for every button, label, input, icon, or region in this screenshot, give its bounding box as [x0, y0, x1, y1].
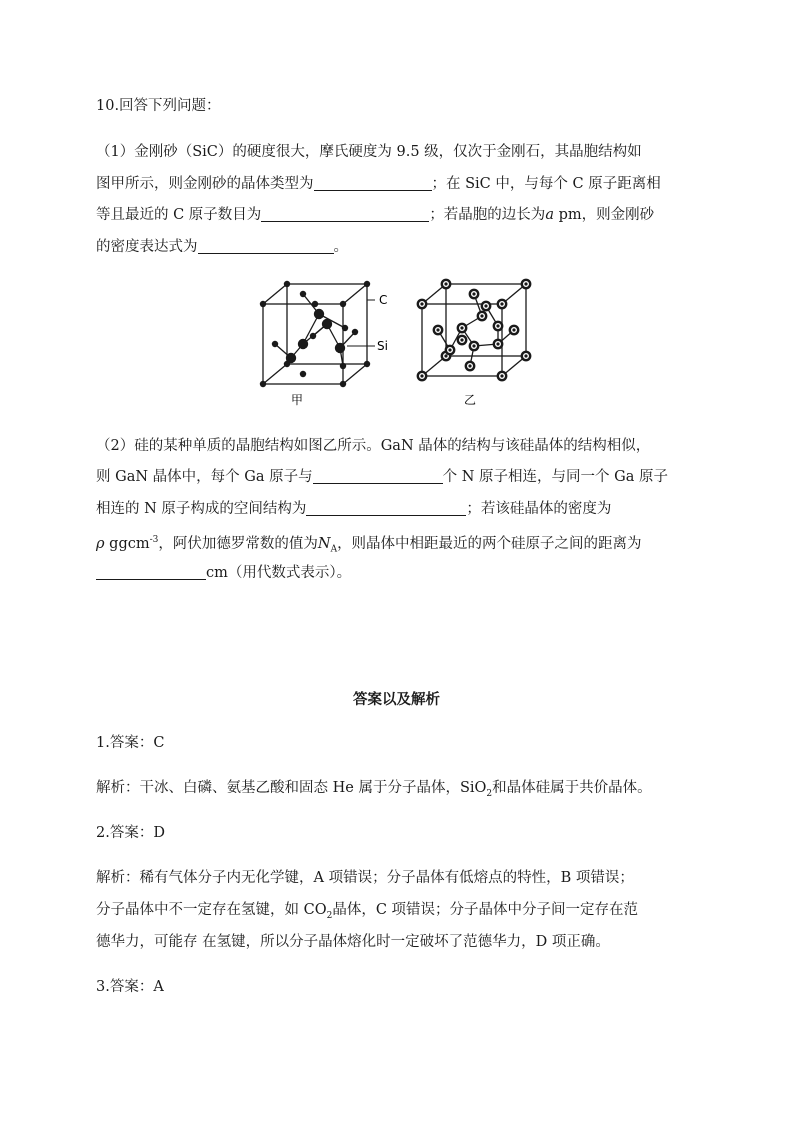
q10-part2-line2: 则 GaN 晶体中，每个 Ga 原子与 个 N 原子相连，与同一个 Ga 原子: [96, 469, 668, 485]
question-header: 10.回答下列问题：: [96, 98, 221, 114]
q10-part1-line3: 等且最近的 C 原子数目为 ；若晶胞的边长为a pm，则金刚砂: [96, 207, 655, 223]
answer-blank-crystal-type[interactable]: [314, 175, 432, 191]
answer-1: 1.答案：C: [96, 735, 165, 751]
answer-blank-distance[interactable]: [96, 564, 206, 580]
answers-title: 答案以及解析: [353, 691, 440, 708]
answer-2: 2.答案：D: [96, 825, 165, 841]
explanation-1: 解析：干冰、白磷、氨基乙酸和固态 He 属于分子晶体，SiO$_2$和晶体硅属于共价晶体。: [96, 780, 652, 799]
q10-part2-line3: 相连的 N 原子构成的空间结构为 ；若该硅晶体的密度为: [96, 501, 612, 517]
q10-part2-line1: （2）硅的某种单质的晶胞结构如图乙所示。GaN 晶体的结构与该硅晶体的结构相似，: [96, 438, 651, 454]
q10-part2-line5: cm（用代数式表示）。: [96, 563, 351, 583]
explanation-2-line1: 解析：稀有气体分子内无化学键，A 项错误；分子晶体有低熔点的特性，B 项错误；: [96, 870, 634, 886]
figure-caption-jia: 甲: [291, 393, 304, 407]
answer-blank-spatial-structure[interactable]: [306, 500, 466, 516]
answer-blank-density[interactable]: [198, 238, 334, 254]
figure-caption-yi: 乙: [464, 393, 477, 407]
label-c: C: [379, 293, 388, 307]
q10-part2-line4: ρ ggcm$^{-3}$，阿伏加德罗常数的值为$N_A$，则晶体中相距最近的两个硅原子之间的距离为: [96, 535, 642, 555]
answer-3: 3.答案：A: [96, 979, 164, 995]
crystal-figure-jia: [255, 276, 405, 410]
q10-part1-line2: 图甲所示，则金刚砂的晶体类型为 ；在 SiC 中，与每个 C 原子距离相: [96, 176, 661, 192]
answer-blank-n-count[interactable]: [313, 468, 443, 484]
explanation-2-line2: 分子晶体中不一定存在氢键，如 $CO_2$晶体，C 项错误；分子晶体中分子间一定存在范: [96, 902, 639, 921]
crystal-figure-yi: [414, 276, 540, 410]
label-si: Si: [377, 339, 388, 353]
q10-part1-line4: 的密度表达式为 。: [96, 239, 348, 255]
answer-blank-c-count[interactable]: [261, 206, 429, 222]
explanation-2-line3: 德华力，可能存 在氢键，所以分子晶体熔化时一定破坏了范德华力，D 项正确。: [96, 934, 610, 950]
q10-part1-line1: （1）金刚砂（SiC）的硬度很大，摩氏硬度为 9.5 级，仅次于金刚石，其晶胞结构如: [96, 144, 642, 160]
